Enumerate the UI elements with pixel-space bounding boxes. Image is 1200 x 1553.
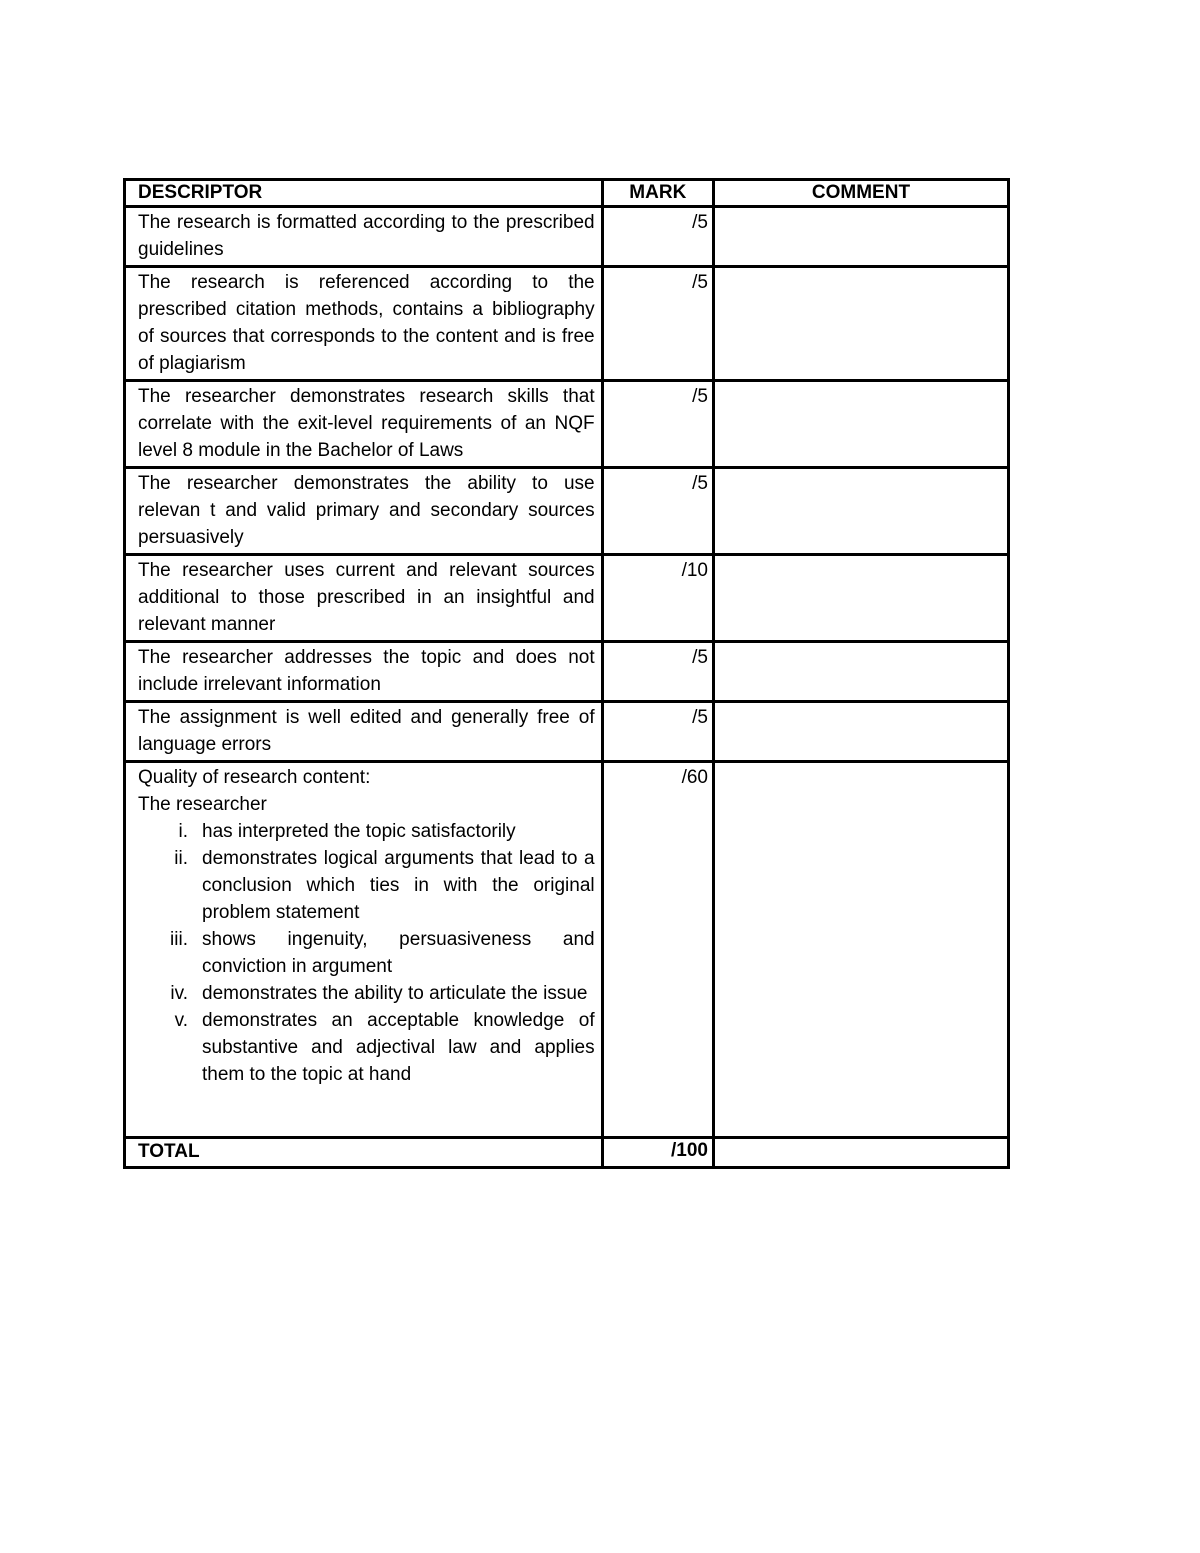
item-text: demonstrates the ability to articulate the issue <box>202 983 588 1004</box>
mark-cell: /5 <box>602 468 713 555</box>
descriptor-cell: The researcher demonstrates the ability to use relevan t and valid primary and secondary sources persuasively <box>125 468 603 555</box>
mark-cell: /60 <box>602 762 713 1138</box>
marking-rubric-table <box>123 178 1010 1169</box>
list-item <box>138 980 595 1007</box>
mark-cell: /5 <box>602 702 713 762</box>
mark-cell: /5 <box>602 207 713 267</box>
mark-cell: /10 <box>602 555 713 642</box>
table-row <box>125 468 1009 555</box>
quality-row <box>125 762 1009 1138</box>
quality-intro: The researcher <box>138 794 267 815</box>
comment-cell <box>713 267 1008 381</box>
list-item <box>138 818 595 845</box>
table-row <box>125 642 1009 702</box>
table-row <box>125 555 1009 642</box>
total-mark: /100 <box>602 1138 713 1168</box>
mark-header: MARK <box>602 180 713 207</box>
item-number: iii. <box>170 929 188 950</box>
list-item <box>138 926 595 980</box>
comment-cell <box>713 381 1008 468</box>
item-number: v. <box>174 1010 188 1031</box>
mark-cell: /5 <box>602 267 713 381</box>
list-item <box>138 845 595 926</box>
item-number: iv. <box>170 983 188 1004</box>
table-row <box>125 207 1009 267</box>
item-number: i. <box>178 821 188 842</box>
mark-cell: /5 <box>602 642 713 702</box>
comment-cell <box>713 762 1008 1138</box>
descriptor-cell: The researcher addresses the topic and does not include irrelevant information <box>125 642 603 702</box>
item-text: shows ingenuity, persuasiveness and conviction in argument <box>202 929 595 977</box>
item-text: has interpreted the topic satisfactorily <box>202 821 516 842</box>
comment-cell <box>713 642 1008 702</box>
quality-descriptor-cell <box>125 762 603 1138</box>
comment-cell <box>713 207 1008 267</box>
comment-cell <box>713 468 1008 555</box>
item-number: ii. <box>174 848 188 869</box>
table-row <box>125 267 1009 381</box>
descriptor-cell: The research is referenced according to the prescribed citation methods, contains a bibliography of sources that corresponds to the content and is free of plagiarism <box>125 267 603 381</box>
total-label: TOTAL <box>125 1138 603 1168</box>
mark-cell: /5 <box>602 381 713 468</box>
quality-heading: Quality of research content: <box>138 767 371 788</box>
descriptor-cell: The research is formatted according to the prescribed guidelines <box>125 207 603 267</box>
comment-cell <box>713 702 1008 762</box>
item-text: demonstrates logical arguments that lead to a conclusion which ties in with the original problem statement <box>202 848 595 923</box>
total-comment-cell <box>713 1138 1008 1168</box>
table-row <box>125 381 1009 468</box>
quality-criteria-list <box>138 818 595 1088</box>
descriptor-cell: The researcher uses current and relevant sources additional to those prescribed in an insightful and relevant manner <box>125 555 603 642</box>
header-row <box>125 180 1009 207</box>
list-item <box>138 1007 595 1088</box>
comment-cell <box>713 555 1008 642</box>
descriptor-cell: The researcher demonstrates research skills that correlate with the exit-level requirements of an NQF level 8 module in the Bachelor of Laws <box>125 381 603 468</box>
descriptor-header: DESCRIPTOR <box>125 180 603 207</box>
table-row <box>125 702 1009 762</box>
item-text: demonstrates an acceptable knowledge of substantive and adjectival law and applies them to the topic at hand <box>202 1010 595 1085</box>
descriptor-cell: The assignment is well edited and generally free of language errors <box>125 702 603 762</box>
total-row <box>125 1138 1009 1168</box>
comment-header: COMMENT <box>713 180 1008 207</box>
